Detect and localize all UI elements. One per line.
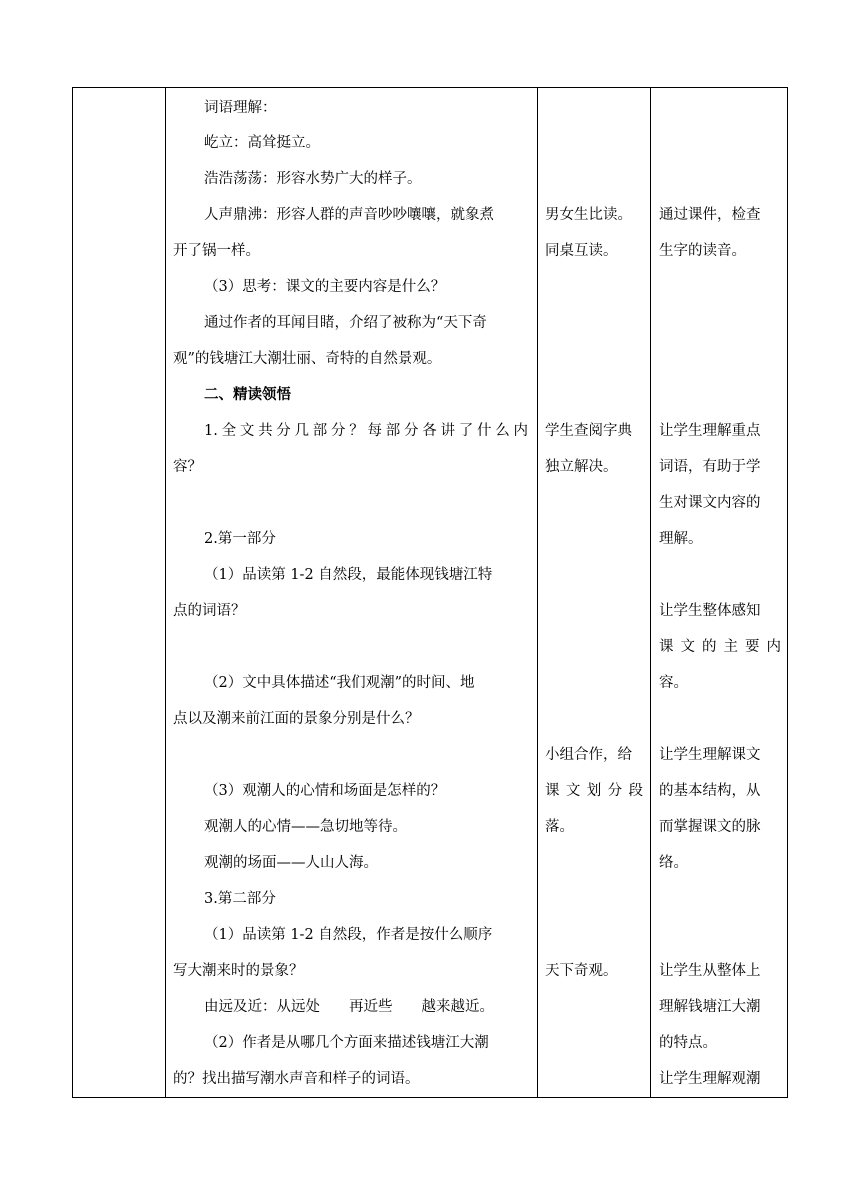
content-line: 点的词语？ [173, 603, 246, 619]
intent-line: 让学生从整体上 [659, 963, 761, 979]
content-line: 2.第一部分 [204, 531, 276, 547]
content-line: 的？找出描写潮水声音和样子的词语。 [173, 1071, 420, 1087]
content-line: 开了锅一样。 [173, 243, 260, 259]
intent-line: 让学生理解重点 [659, 423, 761, 439]
intent-line: 课文的主要内 [659, 639, 781, 655]
activity-line: 落。 [545, 819, 574, 835]
column-divider [650, 88, 651, 1097]
content-line: 人声鼎沸：形容人群的声音吵吵嚷嚷，就象煮 [204, 207, 494, 223]
content-line: （2）作者是从哪几个方面来描述钱塘江大潮 [204, 1035, 489, 1051]
intent-line: 让学生理解观潮 [659, 1071, 761, 1087]
activity-line: 学生查阅字典 [545, 423, 632, 439]
content-line: （3）思考：课文的主要内容是什么？ [204, 279, 446, 295]
activity-line: 天下奇观。 [545, 963, 618, 979]
intent-line: 络。 [659, 855, 688, 871]
activity-line: 小组合作，给 [545, 747, 632, 763]
activity-line: 男女生比读。 [545, 207, 632, 223]
content-line: （1）品读第 1-2 自然段，作者是按什么顺序 [204, 927, 493, 943]
intent-line: 通过课件，检查 [659, 207, 761, 223]
intent-line: 生字的读音。 [659, 243, 746, 259]
activity-line: 独立解决。 [545, 459, 618, 475]
content-line: 观潮人的心情——急切地等待。 [204, 819, 407, 835]
content-line: 浩浩荡荡：形容水势广大的样子。 [204, 171, 422, 187]
content-line: 通过作者的耳闻目睹，介绍了被称为“天下奇 [204, 315, 487, 331]
content-line: （2）文中具体描述“我们观潮”的时间、地 [204, 675, 475, 691]
intent-line: 词语，有助于学 [659, 459, 761, 475]
content-line: （3）观潮人的心情和场面是怎样的？ [204, 783, 446, 799]
section-heading: 二、精读领悟 [204, 386, 291, 403]
intent-line: 生对课文内容的 [659, 495, 761, 511]
intent-line: 理解钱塘江大潮 [659, 999, 761, 1015]
intent-line: 让学生理解课文 [659, 747, 761, 763]
activity-line: 课文划分段 [545, 783, 643, 799]
content-line: 观”的钱塘江大潮壮丽、奇特的自然景观。 [173, 351, 442, 367]
content-line: 1.全文共分几部分？每部分各讲了什么内 [204, 423, 528, 439]
content-line: 3.第二部分 [204, 891, 276, 907]
intent-line: 理解。 [659, 531, 703, 547]
content-line: 由远及近：从远处 再近些 越来越近。 [204, 999, 494, 1015]
intent-line: 容。 [659, 675, 688, 691]
content-line: 写大潮来时的景象？ [173, 963, 304, 979]
content-line: 观潮的场面——人山人海。 [204, 855, 378, 871]
content-line: 点以及潮来前江面的景象分别是什么？ [173, 711, 420, 727]
column-divider [537, 88, 538, 1097]
content-line: 屹立：高耸挺立。 [204, 135, 320, 151]
intent-line: 让学生整体感知 [659, 603, 761, 619]
activity-line: 同桌互读。 [545, 243, 618, 259]
content-line: （1）品读第 1-2 自然段，最能体现钱塘江特 [204, 567, 493, 583]
lesson-table [72, 87, 788, 1098]
content-line: 容？ [173, 459, 202, 475]
intent-line: 的基本结构，从 [659, 783, 761, 799]
intent-line: 而掌握课文的脉 [659, 819, 761, 835]
column-divider [165, 88, 166, 1097]
content-line: 词语理解： [204, 100, 277, 116]
intent-line: 的特点。 [659, 1035, 717, 1051]
